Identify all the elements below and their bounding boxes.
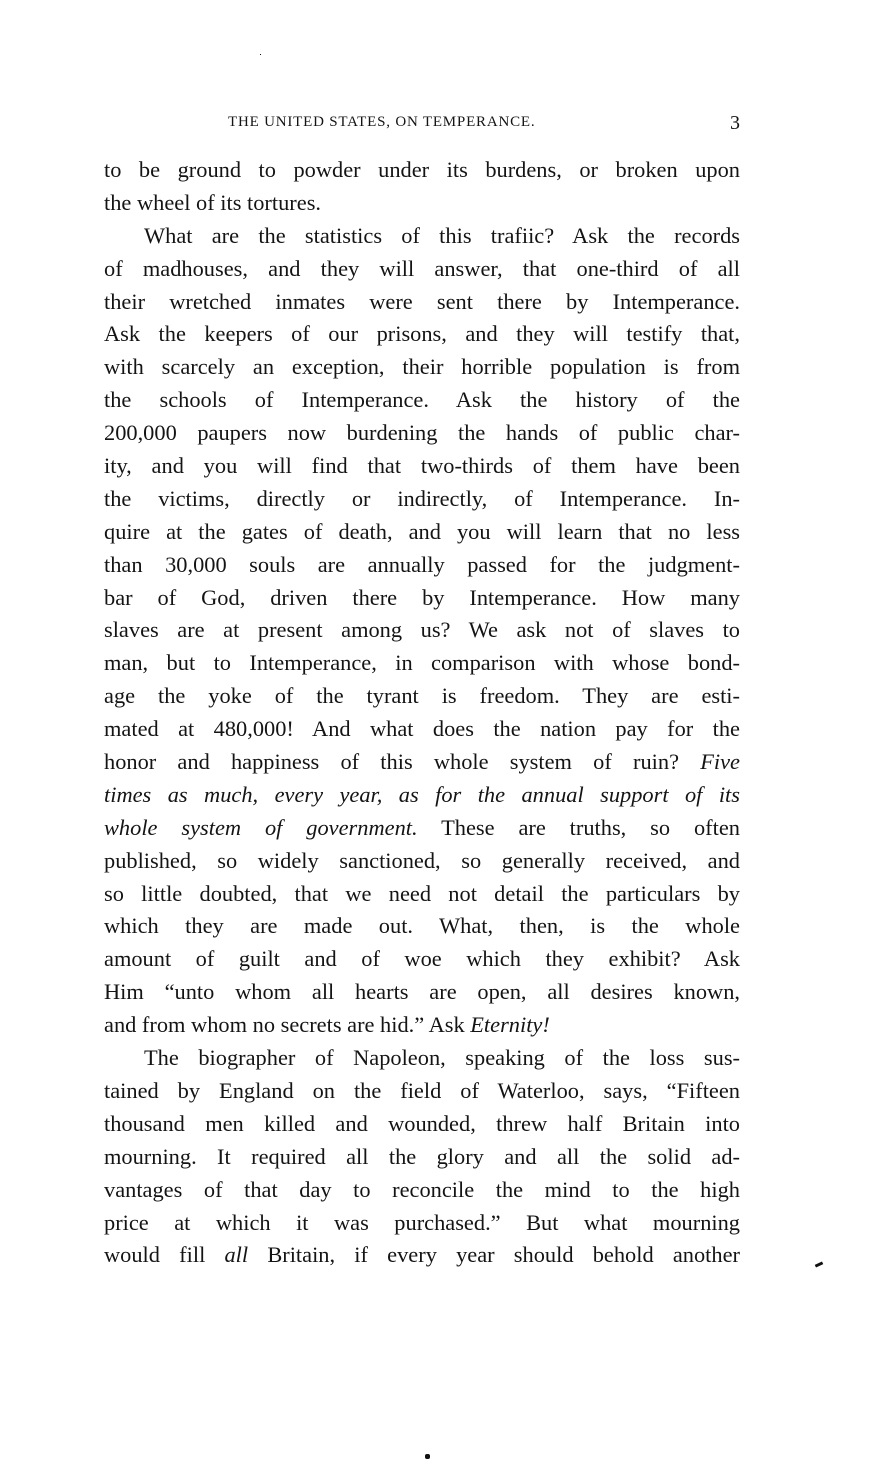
text-line — [104, 286, 740, 319]
text-line — [104, 351, 740, 384]
italic-text: times as much, every year, as for the annual support of its — [104, 781, 740, 807]
text-segment: amount of guilt and of woe which they exhibit? Ask — [104, 946, 740, 972]
text-line — [104, 516, 740, 549]
text-segment: vantages of that day to reconcile the mind to the high — [104, 1176, 740, 1202]
text-line — [104, 154, 740, 187]
text-segment: price at which it was purchased.” But what mourning — [104, 1209, 740, 1235]
text-line — [104, 450, 740, 483]
text-line — [104, 943, 740, 976]
text-segment: would fill — [104, 1242, 225, 1268]
text-segment: Him “unto whom all hearts are open, all desires known, — [104, 979, 740, 1005]
text-line — [104, 779, 740, 812]
text-segment: the victims, directly or indirectly, of Intemperance. In- — [104, 485, 740, 511]
text-segment: thousand men killed and wounded, threw half Britain into — [104, 1110, 740, 1136]
running-title: THE UNITED STATES, ON TEMPERANCE. — [228, 114, 536, 130]
text-segment: tained by England on the field of Waterloo, says, “Fifteen — [104, 1077, 740, 1103]
text-line — [104, 318, 740, 351]
text-line — [104, 845, 740, 878]
text-line — [104, 417, 740, 450]
text-line — [104, 976, 740, 1009]
text-segment: honor and happiness of this whole system of ruin? — [104, 749, 701, 775]
text-segment: the wheel of its tortures. — [104, 189, 322, 215]
text-line — [104, 680, 740, 713]
text-line — [104, 582, 740, 615]
text-segment: mated at 480,000! And what does the nation pay for the — [104, 716, 740, 742]
text-segment: These are truths, so often — [417, 814, 740, 840]
text-line — [104, 812, 740, 845]
text-segment: of madhouses, and they will answer, that one-third of all — [104, 255, 740, 281]
text-segment: Britain, if every year should behold another — [248, 1242, 740, 1268]
text-line — [104, 878, 740, 911]
text-segment: slaves are at present among us? We ask not of slaves to — [104, 617, 740, 643]
italic-text: Five — [700, 749, 740, 775]
text-segment: age the yoke of the tyrant is freedom. They are esti- — [104, 683, 740, 709]
text-segment: and from whom no secrets are hid.” Ask — [104, 1012, 471, 1038]
text-line — [104, 1009, 740, 1042]
italic-text: all — [224, 1242, 249, 1268]
text-line — [104, 647, 740, 680]
text-segment: ity, and you will find that two-thirds of them have been — [104, 453, 740, 479]
text-segment: bar of God, driven there by Intemperance. How many — [104, 584, 740, 610]
text-line — [104, 384, 740, 417]
text-line — [104, 1075, 740, 1108]
text-line — [104, 1207, 740, 1240]
italic-text: whole system of government. — [104, 814, 418, 840]
page-header — [104, 114, 740, 138]
body-text — [104, 154, 740, 1272]
text-segment: than 30,000 souls are annually passed for the judgment- — [104, 551, 740, 577]
page-number: 3 — [730, 112, 740, 134]
text-segment: man, but to Intemperance, in comparison with whose bond- — [104, 650, 740, 676]
text-segment: the schools of Intemperance. Ask the history of the — [104, 387, 740, 413]
text-segment: with scarcely an exception, their horrible population is from — [104, 354, 740, 380]
scan-speck — [425, 1454, 430, 1459]
text-line — [104, 483, 740, 516]
text-segment: What are the statistics of this trafiic? Ask the records — [144, 222, 740, 248]
text-line — [104, 1042, 740, 1075]
text-line — [104, 1239, 740, 1272]
text-line — [104, 614, 740, 647]
text-line — [104, 1108, 740, 1141]
text-line — [104, 220, 740, 253]
text-line — [104, 1174, 740, 1207]
text-segment: mourning. It required all the glory and all the solid ad- — [104, 1143, 740, 1169]
text-line — [104, 910, 740, 943]
text-segment: 200,000 paupers now burdening the hands of public char- — [104, 420, 740, 446]
text-line — [104, 187, 740, 220]
text-line — [104, 549, 740, 582]
text-segment: to be ground to powder under its burdens, or broken upon — [104, 157, 740, 182]
scan-speck — [260, 54, 261, 55]
text-line — [104, 746, 740, 779]
text-segment: which they are made out. What, then, is the whole — [104, 913, 740, 939]
italic-text: Eternity! — [470, 1012, 550, 1038]
text-line — [104, 1141, 740, 1174]
text-segment: so little doubted, that we need not detail the particulars by — [104, 880, 740, 906]
text-segment: published, so widely sanctioned, so generally received, and — [104, 847, 740, 873]
text-segment: Ask the keepers of our prisons, and they will testify that, — [104, 321, 740, 347]
scan-speck — [815, 1261, 824, 1267]
text-segment: their wretched inmates were sent there by Intemperance. — [104, 288, 740, 314]
text-line — [104, 253, 740, 286]
text-segment: The biographer of Napoleon, speaking of the loss sus- — [144, 1045, 740, 1071]
text-segment: quire at the gates of death, and you will learn that no less — [104, 518, 740, 544]
text-line — [104, 713, 740, 746]
